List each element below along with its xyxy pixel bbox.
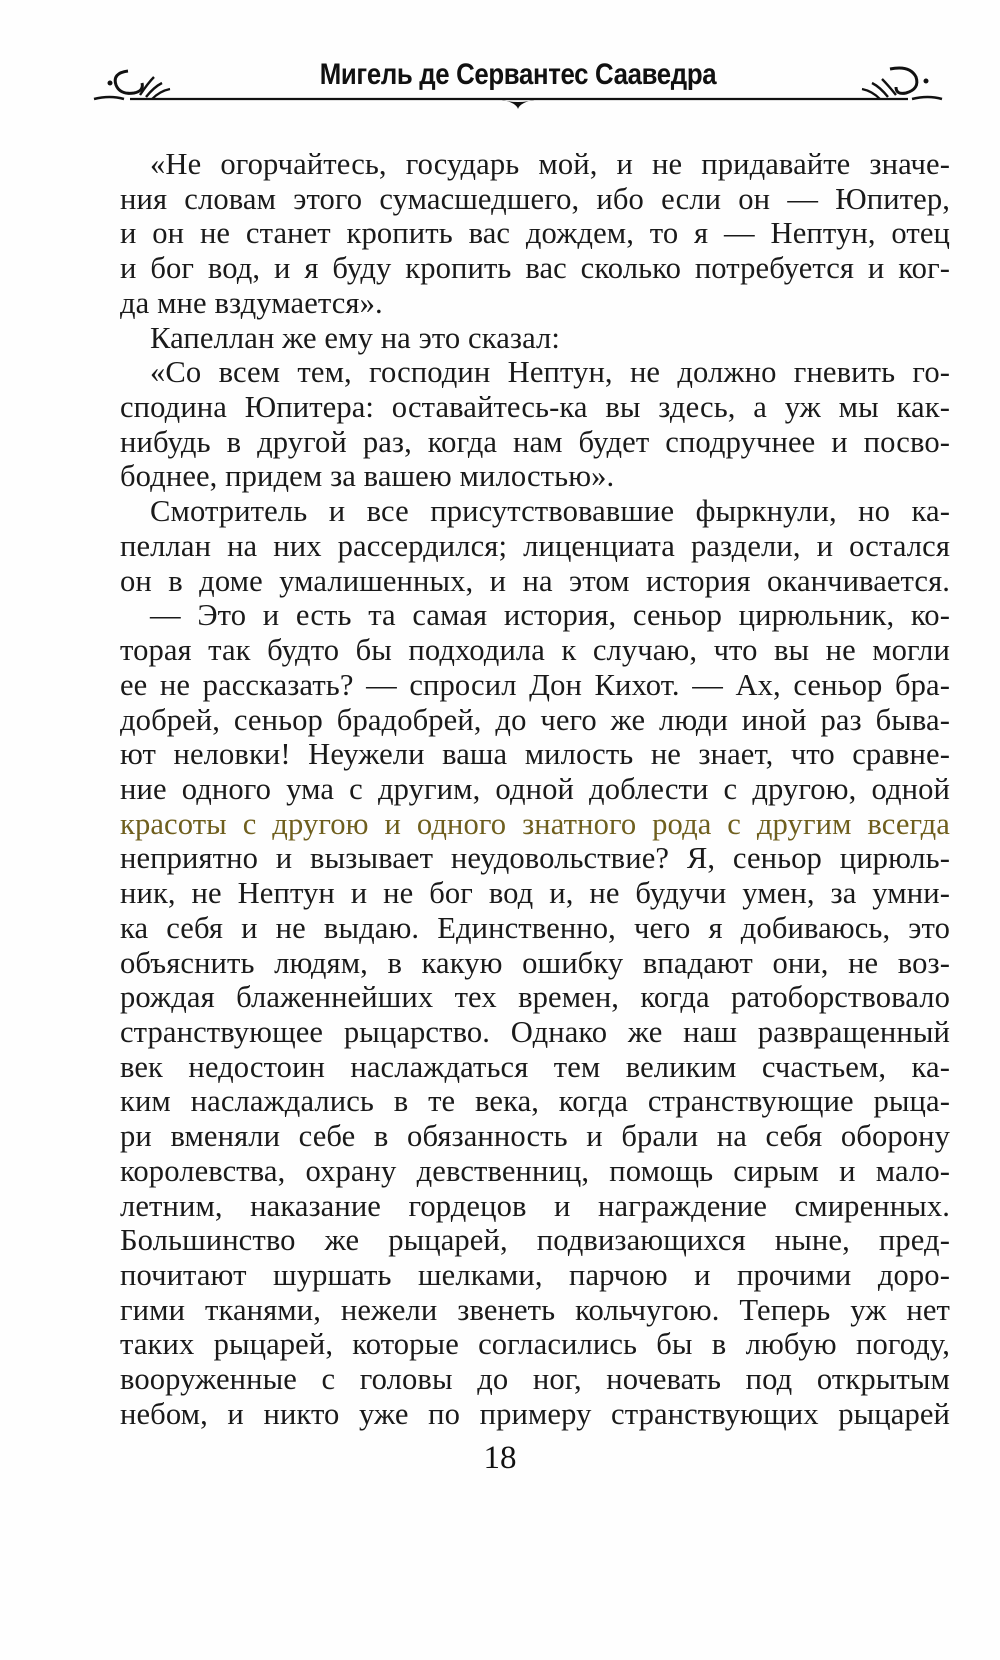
text-line: королевства, охрану девственниц, помощь сирым и мало- <box>120 1153 950 1188</box>
text-line: торая так будто бы подходила к случаю, что вы не могли <box>120 633 950 668</box>
text-line: ник, не Нептун и не бог вод и, не будучи умен, за умни- <box>120 876 950 911</box>
text-line: да мне вздумается». <box>120 285 383 320</box>
text-line: ние одного ума с другим, одной доблести с другою, одной <box>120 771 950 806</box>
page-number: 18 <box>483 1440 517 1476</box>
text-line: рождая блаженнейших тех времен, когда ратоборствовало <box>120 980 950 1015</box>
text-line: век недостоин наслаждаться тем великим счастьем, ка- <box>120 1049 950 1084</box>
text-line: ри вменяли себе в обязанность и брали на себя оборону <box>120 1119 950 1154</box>
text-line: — Это и есть та самая история, сеньор цирюльник, ко- <box>150 598 950 633</box>
text-line: ния словам этого сумасшедшего, ибо если он — Юпитер, <box>120 181 950 216</box>
text-line: и бог вод, и я буду кропить вас сколько потребуется и ког- <box>120 251 950 286</box>
text-line: ют неловки! Неужели ваша милость не знает, что сравне- <box>120 737 950 772</box>
running-header <box>90 55 946 115</box>
text-line: сподина Юпитера: оставайтесь-ка вы здесь, а уж мы как- <box>120 390 950 425</box>
text-line: и он не станет кропить вас дождем, то я — Нептун, отец <box>120 216 950 251</box>
text-line: красоты с другою и одного знатного рода с другим всегда <box>120 806 950 841</box>
text-line: летним, наказание гордецов и награждение смиренных. <box>120 1188 950 1223</box>
text-line: странствующее рыцарство. Однако же наш развращенный <box>120 1014 950 1049</box>
text-line: объяснить людям, в какую ошибку впадают они, не воз- <box>120 945 950 980</box>
text-line: «Не огорчайтесь, государь мой, и не придавайте значе- <box>150 147 950 181</box>
text-line: ее не рассказать? — спросил Дон Кихот. — Ах, сеньор бра- <box>120 667 950 702</box>
text-line: боднее, придем за вашею милостью». <box>120 459 615 494</box>
text-line: таких рыцарей, которые согласились бы в любую погоду, <box>120 1327 950 1362</box>
text-line: пеллан на них рассердился; лиценциата раздели, и остался <box>120 528 950 563</box>
text-line: Капеллан же ему на это сказал: <box>150 320 561 355</box>
text-line: Большинство же рыцарей, подвизающихся ныне, пред- <box>120 1223 950 1258</box>
text-line: ка себя и не выдаю. Единственно, чего я добиваюсь, это <box>120 910 950 945</box>
text-line: гими тканями, нежели звенеть кольчугою. Теперь уж нет <box>120 1292 950 1327</box>
text-line: Смотритель и все присутствовавшие фыркнули, но ка- <box>150 494 950 529</box>
text-line: небом, и никто уже по примеру странствующих рыцарей <box>120 1396 950 1431</box>
text-line: ким наслаждались в те века, когда странствующие рыца- <box>120 1084 950 1119</box>
text-line: «Со всем тем, господин Нептун, не должно гневить го- <box>150 355 950 390</box>
text-line: нибудь в другой раз, когда нам будет сподручнее и посво- <box>120 424 950 459</box>
text-line: добрей, сеньор брадобрей, до чего же люди иной раз быва- <box>120 702 950 737</box>
running-header-title: Мигель де Сервантес Сааведра <box>319 58 717 91</box>
text-line: вооруженные с головы до ног, ночевать под открытым <box>120 1362 950 1397</box>
text-line: почитают шуршать шелками, парчою и прочими доро- <box>120 1258 950 1292</box>
body-text <box>120 147 950 1432</box>
text-line: он в доме умалишенных, и на этом история оканчивается. <box>120 563 950 598</box>
text-line: неприятно и вызывает неудовольствие? Я, сеньор цирюль- <box>120 841 950 876</box>
